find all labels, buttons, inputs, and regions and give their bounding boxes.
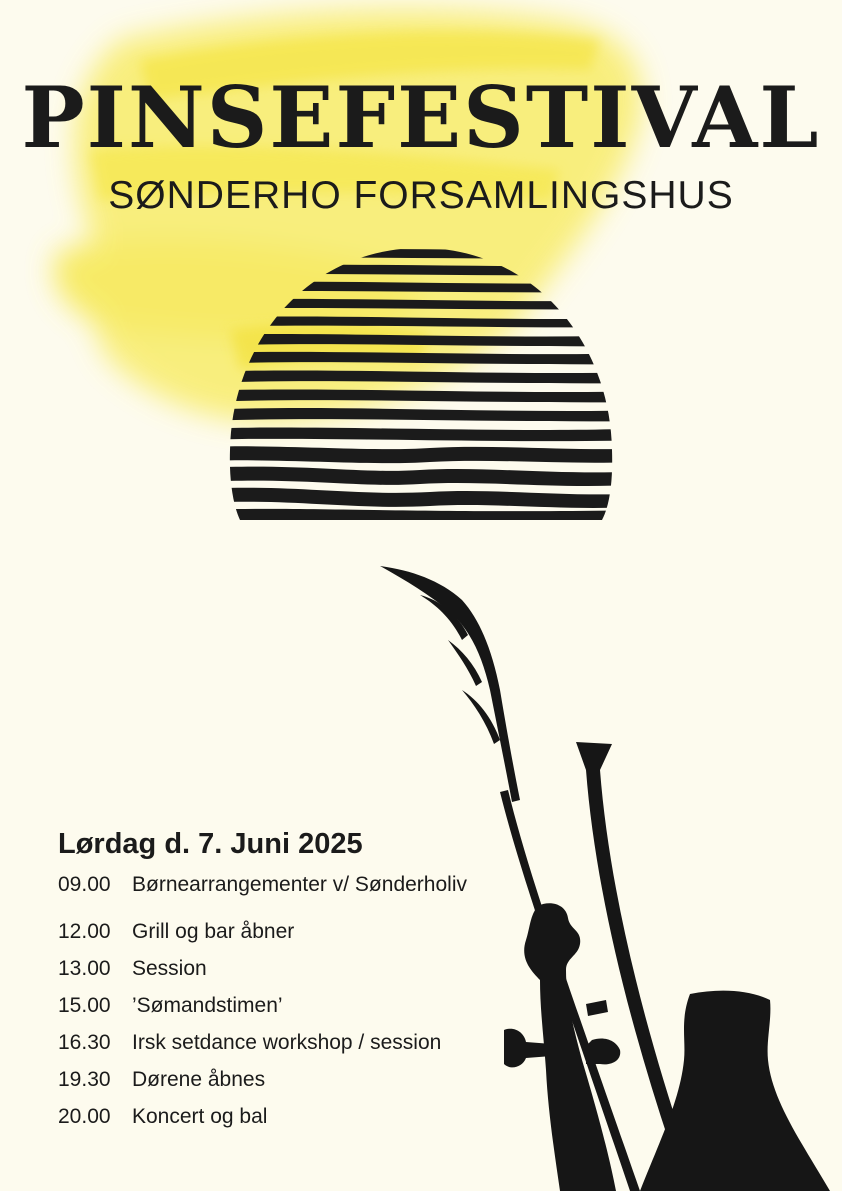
event-time: 19.30 xyxy=(58,1068,111,1091)
schedule-item xyxy=(58,992,538,1020)
event-title: Koncert og bal xyxy=(132,1105,268,1128)
event-title: Dørene åbnes xyxy=(132,1068,266,1091)
schedule-item xyxy=(58,955,538,983)
event-time: 09.00 xyxy=(58,873,111,896)
schedule-item xyxy=(58,1029,538,1057)
poster-title: PINSEFESTIVAL xyxy=(21,68,821,167)
event-list xyxy=(58,871,538,1131)
event-title: ’Sømandstimen’ xyxy=(132,994,283,1017)
event-time: 16.30 xyxy=(58,1031,111,1054)
venue-subtitle: SØNDERHO FORSAMLINGSHUS xyxy=(108,174,734,217)
event-time: 13.00 xyxy=(58,957,111,980)
schedule-item xyxy=(58,918,538,946)
event-title: Session xyxy=(132,957,207,980)
event-time: 15.00 xyxy=(58,994,111,1017)
event-title: Børnearrangementer v/ Sønderholiv xyxy=(132,873,467,896)
event-title: Grill og bar åbner xyxy=(132,920,295,943)
schedule-date-heading: Lørdag d. 7. Juni 2025 xyxy=(58,828,363,860)
event-time: 12.00 xyxy=(58,920,111,943)
schedule-item xyxy=(58,1066,538,1094)
event-schedule xyxy=(58,828,538,1140)
schedule-item xyxy=(58,1103,538,1131)
event-time: 20.00 xyxy=(58,1105,111,1128)
schedule-item xyxy=(58,871,538,899)
event-title: Irsk setdance workshop / session xyxy=(132,1031,442,1054)
